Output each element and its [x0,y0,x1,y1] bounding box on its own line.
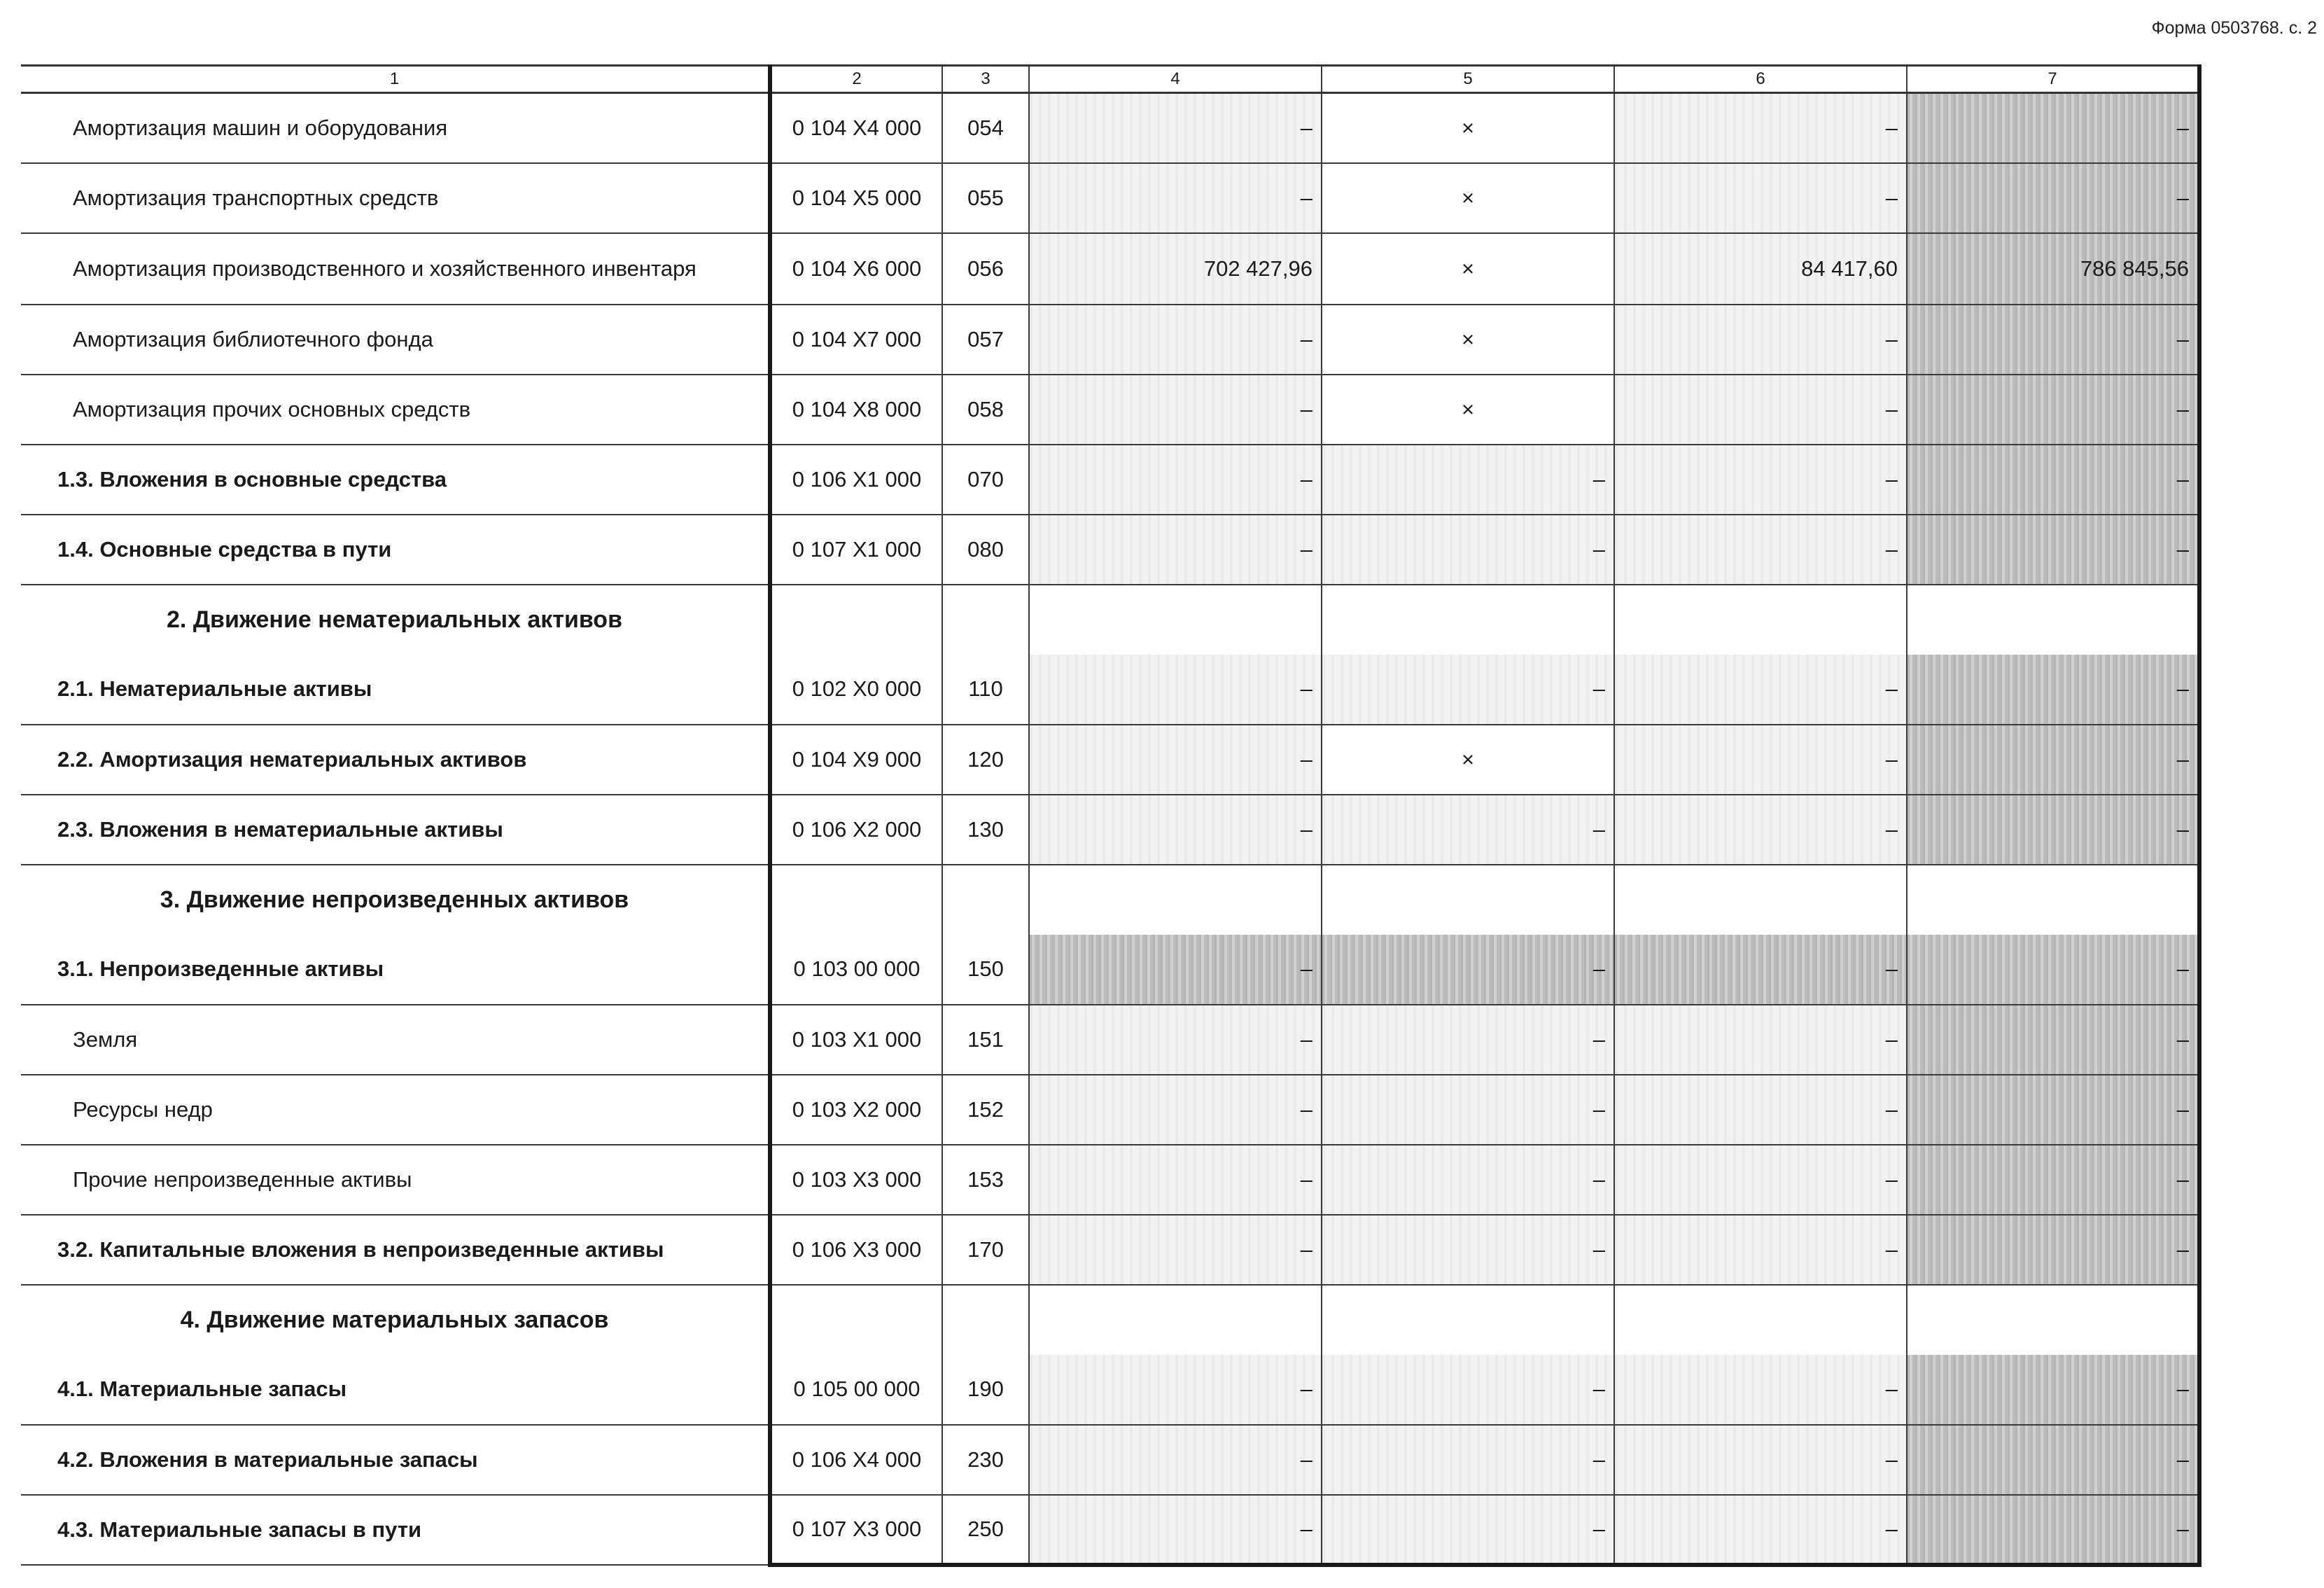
row-name: Амортизация прочих основных средств [21,375,770,445]
table-row [21,1215,2199,1285]
row-value-5: – [1322,655,1614,725]
col-header-3: 3 [942,66,1029,93]
row-line: 190 [942,1355,1029,1425]
row-value-7: – [1907,93,2199,163]
row-name: Амортизация производственного и хозяйственного инвентаря [21,233,770,305]
row-value-6: – [1614,1215,1907,1285]
row-value-7: – [1907,305,2199,375]
table-row [21,1145,2199,1215]
row-value-5: – [1322,1355,1614,1425]
section-title: 3. Движение непроизведенных активов [160,886,629,913]
row-value-4: – [1029,725,1322,795]
section-title: 2. Движение нематериальных активов [167,606,622,633]
row-value-5: – [1322,1425,1614,1495]
row-line: 130 [942,795,1029,865]
row-value-5: – [1322,515,1614,585]
row-value-6: 84 417,60 [1614,233,1907,305]
table-row [21,655,2199,725]
row-name: 2.3. Вложения в нематериальные активы [21,795,770,865]
section-heading-row [21,865,2199,935]
section-heading-row [21,585,2199,655]
row-code: 0 104 X7 000 [770,305,942,375]
row-value-6: – [1614,1355,1907,1425]
table-row [21,1355,2199,1425]
row-value-7: – [1907,515,2199,585]
table-row [21,1005,2199,1075]
row-name: 2.1. Нематериальные активы [21,655,770,725]
row-name: Ресурсы недр [21,1075,770,1145]
row-value-7: – [1907,1075,2199,1145]
col-header-7: 7 [1907,66,2199,93]
row-line: 070 [942,445,1029,515]
row-value-4: – [1029,935,1322,1005]
row-line: 054 [942,93,1029,163]
row-name: Прочие непроизведенные активы [21,1145,770,1215]
row-line: 058 [942,375,1029,445]
row-value-4: – [1029,795,1322,865]
row-line: 055 [942,163,1029,233]
form-reference: Форма 0503768. с. 2 [2151,18,2317,38]
row-value-5: × [1322,305,1614,375]
row-code: 0 105 00 000 [770,1355,942,1425]
row-value-7: – [1907,445,2199,515]
row-value-6: – [1614,935,1907,1005]
row-value-7: – [1907,935,2199,1005]
row-value-5: – [1322,1215,1614,1285]
row-value-6: – [1614,1425,1907,1495]
row-value-7: – [1907,725,2199,795]
row-value-7: – [1907,655,2199,725]
row-line: 170 [942,1215,1029,1285]
row-code: 0 103 X3 000 [770,1145,942,1215]
row-line: 110 [942,655,1029,725]
table-row [21,1425,2199,1495]
row-value-7: – [1907,795,2199,865]
row-value-5: × [1322,233,1614,305]
row-value-5: × [1322,375,1614,445]
row-code: 0 106 X3 000 [770,1215,942,1285]
row-code: 0 103 X2 000 [770,1075,942,1145]
row-line: 230 [942,1425,1029,1495]
row-name: 1.3. Вложения в основные средства [21,445,770,515]
section-heading-row [21,1285,2199,1355]
row-code: 0 103 X1 000 [770,1005,942,1075]
row-value-5: – [1322,935,1614,1005]
row-value-7: 786 845,56 [1907,233,2199,305]
row-value-7: – [1907,1145,2199,1215]
row-value-4: – [1029,1215,1322,1285]
row-code: 0 103 00 000 [770,935,942,1005]
row-value-5: – [1322,445,1614,515]
row-value-6: – [1614,515,1907,585]
row-code: 0 104 X6 000 [770,233,942,305]
row-name: 4.2. Вложения в материальные запасы [21,1425,770,1495]
col-header-5: 5 [1322,66,1614,93]
row-value-7: – [1907,375,2199,445]
row-name: Земля [21,1005,770,1075]
row-code: 0 106 X1 000 [770,445,942,515]
row-line: 153 [942,1145,1029,1215]
table-row [21,935,2199,1005]
header-row [21,66,2199,93]
row-value-6: – [1614,163,1907,233]
row-value-5: – [1322,1495,1614,1565]
row-value-6: – [1614,375,1907,445]
row-name: 4.1. Материальные запасы [21,1355,770,1425]
row-value-7: – [1907,1005,2199,1075]
row-value-4: 702 427,96 [1029,233,1322,305]
row-line: 151 [942,1005,1029,1075]
row-name: Амортизация машин и оборудования [21,93,770,163]
section-title: 4. Движение материальных запасов [180,1306,609,1333]
row-line: 120 [942,725,1029,795]
row-value-4: – [1029,1425,1322,1495]
row-value-6: – [1614,93,1907,163]
table-row [21,1495,2199,1565]
row-value-6: – [1614,445,1907,515]
row-value-6: – [1614,655,1907,725]
row-code: 0 104 X8 000 [770,375,942,445]
row-value-7: – [1907,1215,2199,1285]
assets-movement-table [21,64,2202,1567]
table-row [21,93,2199,163]
table-row [21,305,2199,375]
row-value-4: – [1029,1005,1322,1075]
col-header-6: 6 [1614,66,1907,93]
col-header-1: 1 [21,66,770,93]
row-code: 0 107 X1 000 [770,515,942,585]
row-value-4: – [1029,655,1322,725]
row-value-4: – [1029,1145,1322,1215]
row-value-6: – [1614,1145,1907,1215]
row-value-7: – [1907,1495,2199,1565]
table-row [21,375,2199,445]
row-line: 056 [942,233,1029,305]
row-line: 152 [942,1075,1029,1145]
row-value-5: × [1322,163,1614,233]
row-value-4: – [1029,163,1322,233]
row-value-6: – [1614,305,1907,375]
row-line: 057 [942,305,1029,375]
row-name: 2.2. Амортизация нематериальных активов [21,725,770,795]
row-value-4: – [1029,445,1322,515]
row-line: 250 [942,1495,1029,1565]
row-name: 4.3. Материальные запасы в пути [21,1495,770,1565]
row-name: 3.2. Капитальные вложения в непроизведенные активы [21,1215,770,1285]
row-value-4: – [1029,305,1322,375]
row-line: 080 [942,515,1029,585]
row-value-7: – [1907,1355,2199,1425]
row-value-6: – [1614,1495,1907,1565]
row-value-5: – [1322,795,1614,865]
row-line: 150 [942,935,1029,1005]
col-header-2: 2 [770,66,942,93]
row-value-6: – [1614,1075,1907,1145]
row-value-5: – [1322,1075,1614,1145]
row-name: Амортизация библиотечного фонда [21,305,770,375]
table-row [21,1075,2199,1145]
table-row [21,233,2199,305]
row-value-5: × [1322,725,1614,795]
row-value-6: – [1614,795,1907,865]
row-code: 0 106 X4 000 [770,1425,942,1495]
row-value-4: – [1029,1075,1322,1145]
row-value-5: – [1322,1005,1614,1075]
table-row [21,795,2199,865]
row-value-4: – [1029,515,1322,585]
table-row [21,725,2199,795]
table-row [21,515,2199,585]
row-name: 3.1. Непроизведенные активы [21,935,770,1005]
row-code: 0 104 X9 000 [770,725,942,795]
row-value-7: – [1907,1425,2199,1495]
row-value-4: – [1029,375,1322,445]
row-value-5: × [1322,93,1614,163]
row-value-4: – [1029,93,1322,163]
row-value-6: – [1614,725,1907,795]
col-header-4: 4 [1029,66,1322,93]
row-value-5: – [1322,1145,1614,1215]
row-code: 0 104 X4 000 [770,93,942,163]
row-code: 0 102 X0 000 [770,655,942,725]
row-code: 0 106 X2 000 [770,795,942,865]
row-value-6: – [1614,1005,1907,1075]
row-code: 0 104 X5 000 [770,163,942,233]
table-row [21,163,2199,233]
table-row [21,445,2199,515]
row-name: Амортизация транспортных средств [21,163,770,233]
row-value-4: – [1029,1495,1322,1565]
row-code: 0 107 X3 000 [770,1495,942,1565]
row-name: 1.4. Основные средства в пути [21,515,770,585]
row-value-7: – [1907,163,2199,233]
row-value-4: – [1029,1355,1322,1425]
